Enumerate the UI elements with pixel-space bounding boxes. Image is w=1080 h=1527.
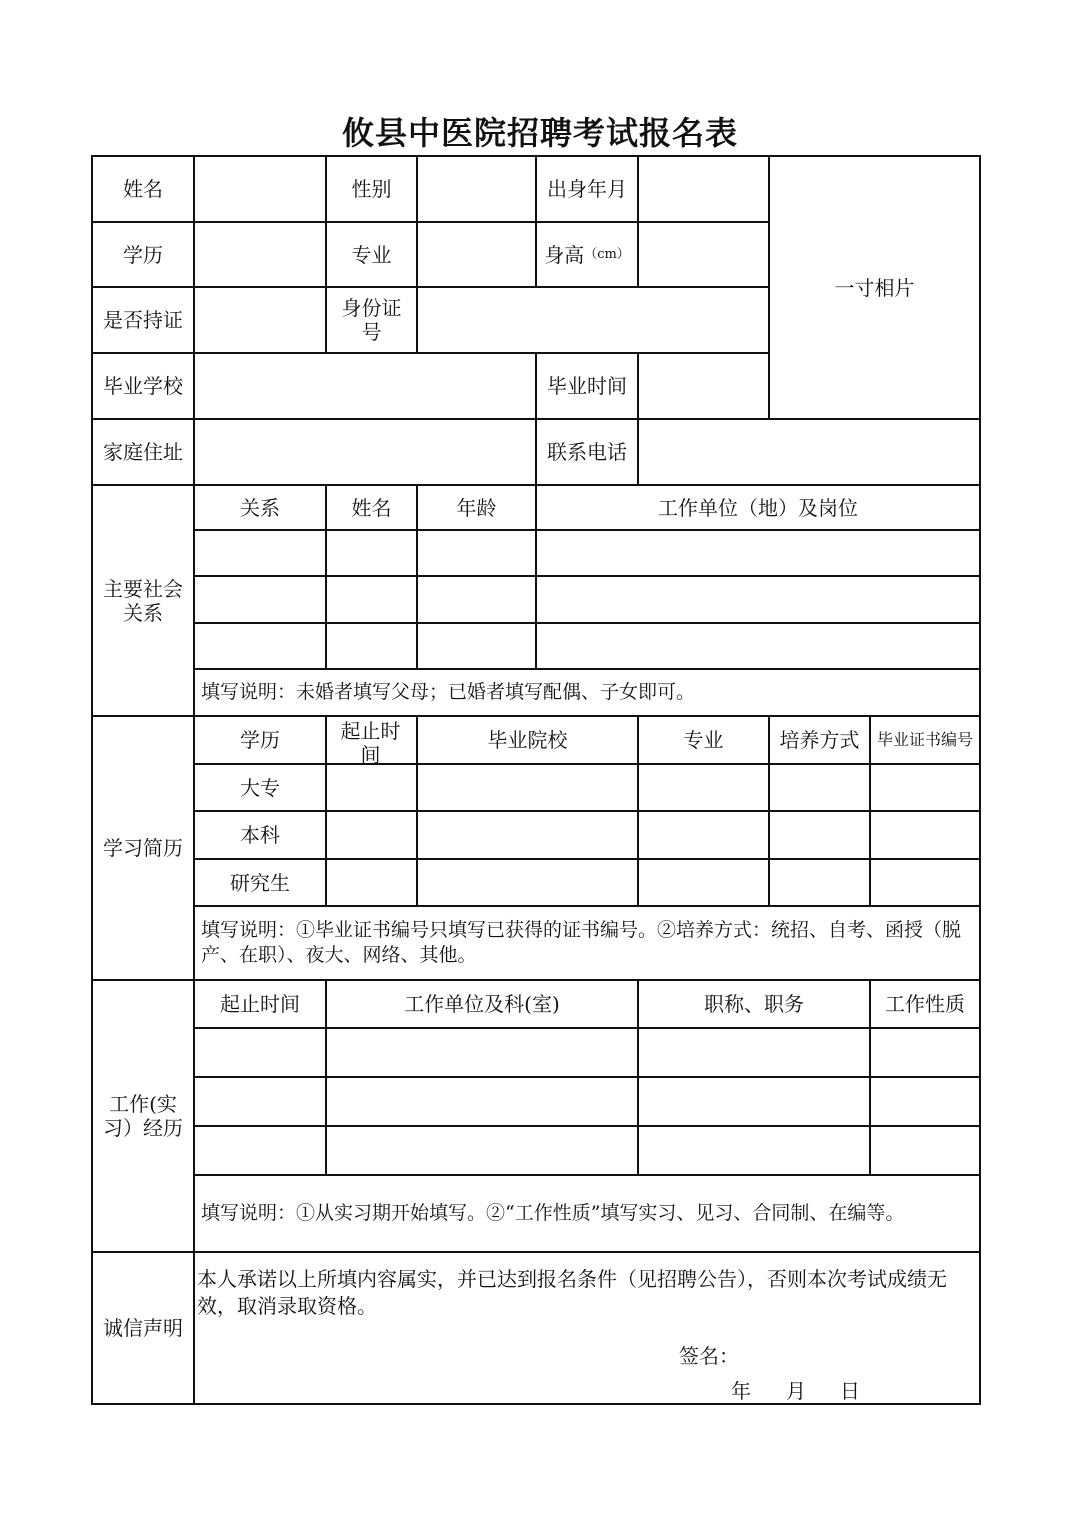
study-note: 填写说明：①毕业证书编号只填写已获得的证书编号。②培养方式：统招、自考、函授（脱产、在职）、夜大、网络、其他。 (201, 919, 962, 966)
label-education: 学历 (123, 242, 163, 267)
table-line (193, 529, 981, 531)
study-header: 专业 (683, 728, 724, 752)
table-line (979, 155, 981, 1405)
table-line (193, 1125, 981, 1127)
table-line (193, 575, 981, 577)
label-school: 毕业学校 (103, 374, 183, 398)
label-height (537, 223, 637, 286)
label-birth: 出身年月 (547, 177, 627, 201)
study-row-label: 大专 (240, 775, 280, 800)
major-field[interactable] (418, 223, 535, 286)
label-phone: 联系电话 (547, 440, 627, 464)
label-id-number: 身份证号 (341, 296, 402, 344)
label-address: 家庭住址 (103, 440, 183, 464)
table-line (869, 715, 871, 906)
table-line (193, 1076, 981, 1078)
table-line (91, 1251, 981, 1253)
id-number-field[interactable] (418, 288, 768, 352)
study-header: 毕业院校 (487, 728, 568, 752)
work-header: 工作性质 (885, 992, 965, 1016)
education-field[interactable] (195, 223, 325, 286)
work-header: 工作单位及科(室) (404, 992, 560, 1016)
label-gender: 性别 (351, 177, 392, 201)
birth-field[interactable] (639, 157, 768, 221)
form-title: 攸县中医院招聘考试报名表 (341, 114, 738, 152)
name-field[interactable] (195, 157, 325, 221)
height-unit: （cm） (584, 246, 630, 262)
label-name: 姓名 (123, 177, 163, 201)
certificate-field[interactable] (195, 288, 325, 352)
table-line (325, 715, 327, 906)
school-field[interactable] (195, 354, 537, 418)
study-row-label: 本科 (240, 823, 280, 847)
study-header: 学历 (240, 728, 280, 752)
work-header: 起止时间 (220, 992, 300, 1016)
signature-label: 签名： (679, 1344, 739, 1368)
section-work: 工作(实习）经历 (103, 1092, 183, 1140)
height-field[interactable] (639, 223, 768, 286)
gender-field[interactable] (418, 157, 535, 221)
phone-field[interactable] (639, 420, 979, 484)
study-header: 毕业证书编号 (876, 730, 973, 749)
social-header: 年龄 (456, 495, 497, 520)
study-header: 培养方式 (779, 728, 860, 752)
address-field[interactable] (195, 420, 537, 484)
social-header: 工作单位（地）及岗位 (658, 495, 858, 520)
table-line (193, 1027, 981, 1029)
study-header: 起止时间 (340, 719, 401, 763)
social-note: 填写说明：未婚者填写父母；已婚者填写配偶、子女即可。 (201, 681, 696, 703)
label-certificate: 是否持证 (103, 308, 183, 332)
table-line (193, 622, 981, 624)
social-header: 姓名 (351, 495, 392, 520)
date-month: 月 (786, 1379, 806, 1403)
section-integrity: 诚信声明 (103, 1316, 183, 1340)
work-header: 职称、职务 (704, 992, 804, 1016)
grad-time-field[interactable] (639, 354, 768, 418)
label-major: 专业 (351, 242, 392, 267)
date-day: 日 (840, 1379, 860, 1403)
social-header: 关系 (240, 495, 280, 520)
label-grad-time: 毕业时间 (547, 374, 627, 398)
work-note: 填写说明：①从实习期开始填写。②“工作性质”填写实习、见习、合同制、在编等。 (201, 1202, 905, 1224)
integrity-statement: 本人承诺以上所填内容属实，并已达到报名条件（见招聘公告），否则本次考试成绩无效，取消录取资格。 (197, 1267, 947, 1318)
photo-box: 一寸相片 (834, 275, 915, 300)
height-label-text: 身高 (544, 242, 585, 267)
section-study: 学习简历 (103, 836, 183, 860)
table-line (91, 1403, 981, 1405)
study-row-label: 研究生 (230, 870, 290, 895)
registration-form-table (91, 155, 981, 1405)
section-social: 主要社会关系 (103, 576, 183, 625)
date-year: 年 (731, 1379, 751, 1403)
